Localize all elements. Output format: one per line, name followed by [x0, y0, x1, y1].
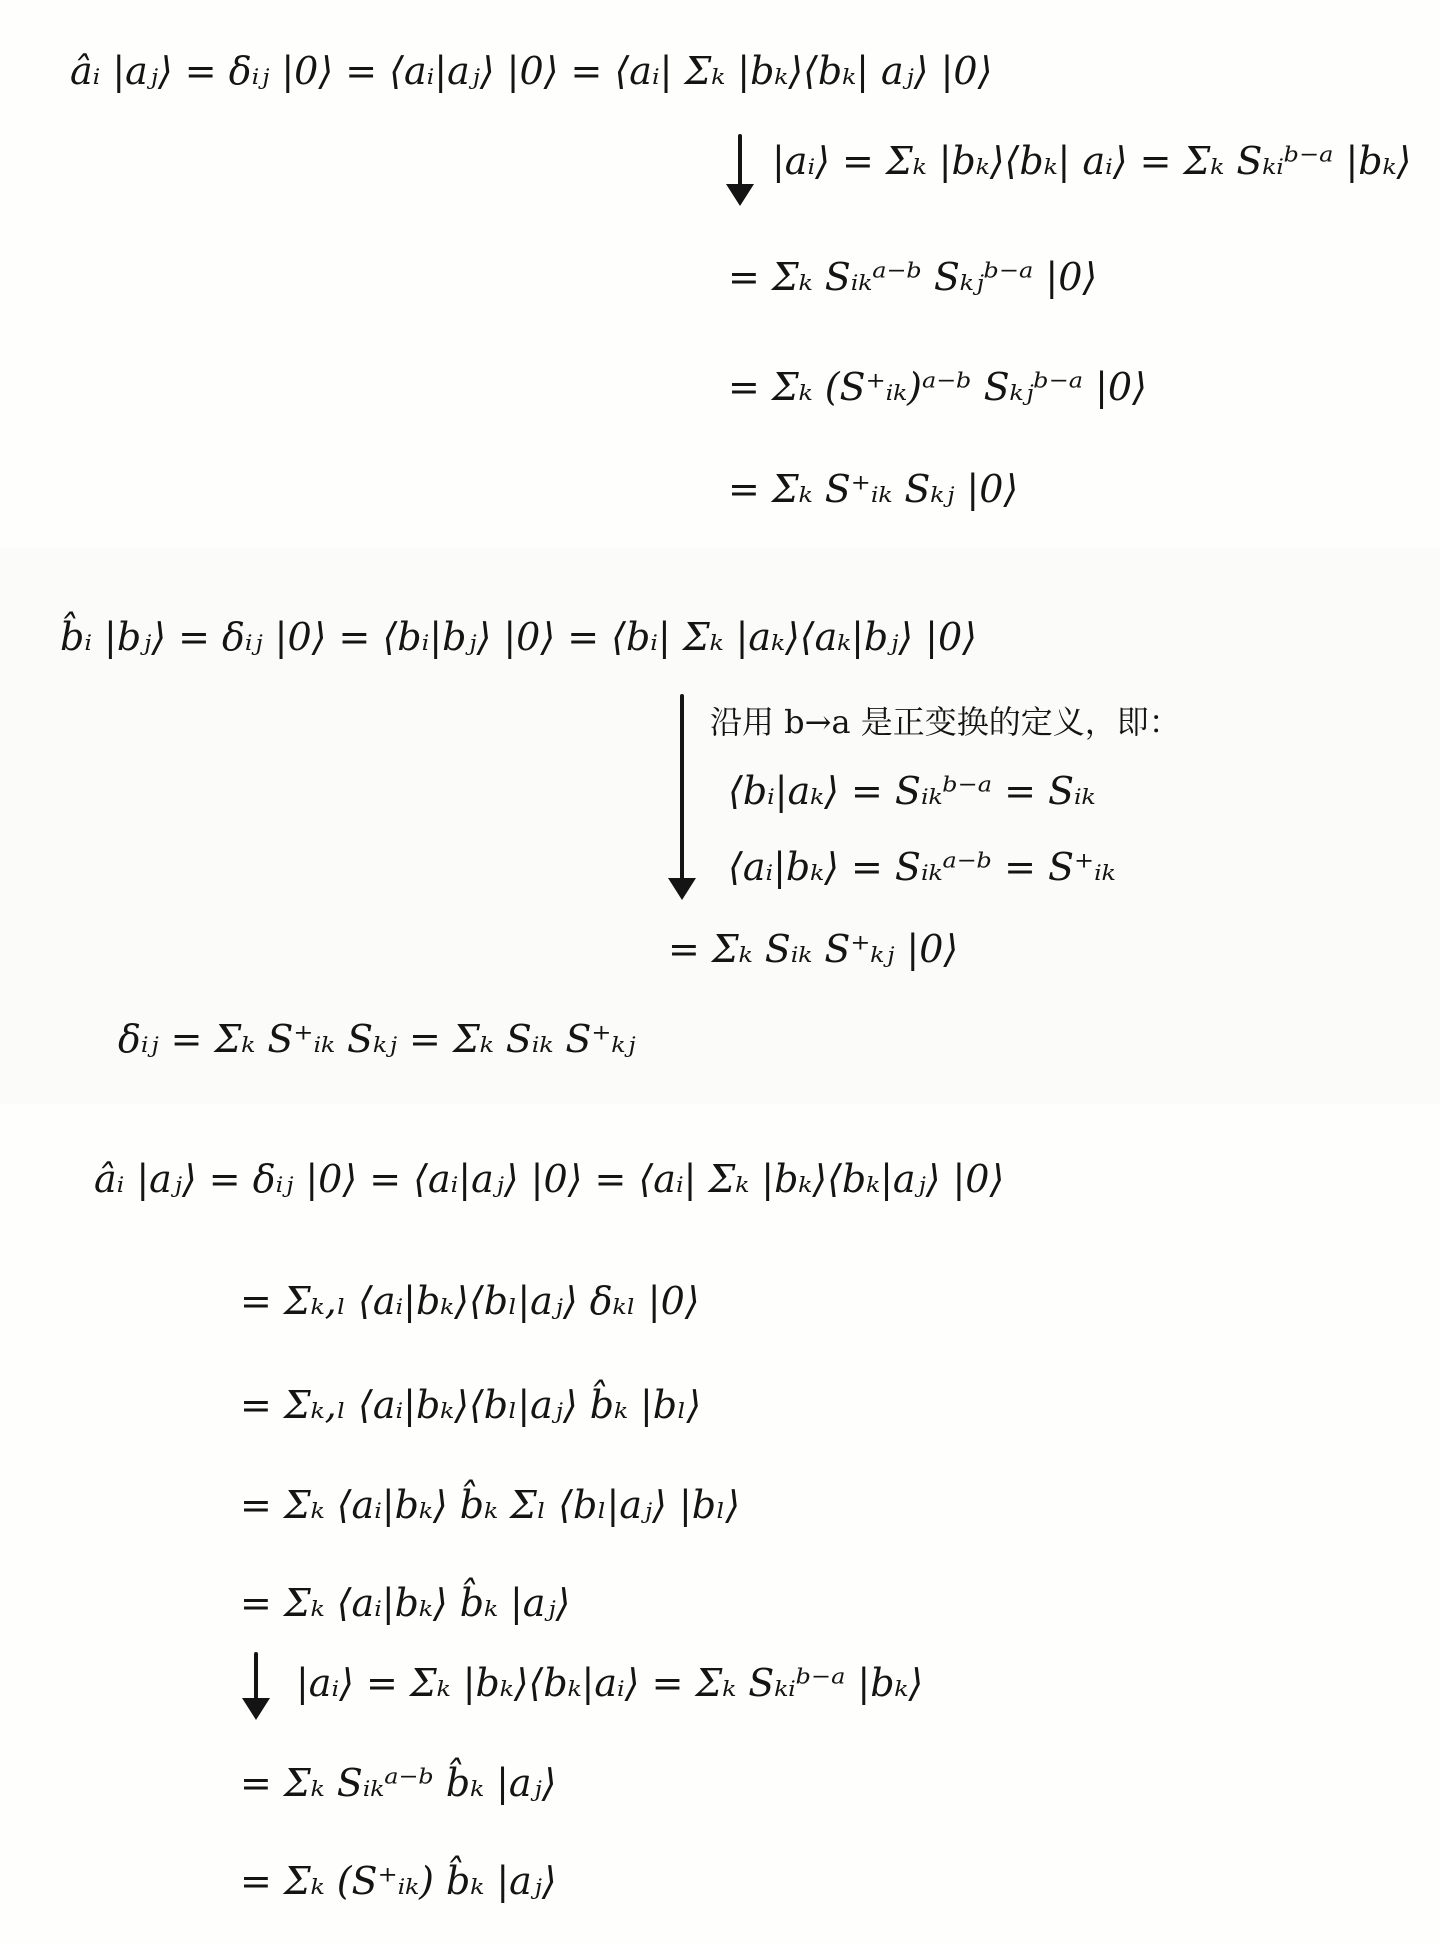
down-arrow-icon	[680, 694, 684, 894]
down-arrow-icon	[738, 134, 742, 200]
b-operator-expansion: b̂ᵢ |bⱼ⟩ = δᵢⱼ |0⟩ = ⟨bᵢ|bⱼ⟩ |0⟩ = ⟨bᵢ| Σₖ |aₖ⟩⟨aₖ|bⱼ⟩ |0⟩	[60, 615, 977, 659]
definition-note: 沿用 b→a 是正变换的定义，即：	[710, 703, 1181, 741]
definition-a-to-b: ⟨aᵢ|bₖ⟩ = Sᵢₖᵃ⁻ᵇ = S⁺ᵢₖ	[728, 845, 1116, 889]
a-basis-expansion: |aᵢ⟩ = Σₖ |bₖ⟩⟨bₖ| aᵢ⟩ = Σₖ Sₖᵢᵇ⁻ᵃ |bₖ⟩	[772, 139, 1412, 183]
step-adjoint-substitution: = Σₖ (S⁺ᵢₖ)ᵃ⁻ᵇ Sₖⱼᵇ⁻ᵃ |0⟩	[728, 365, 1147, 409]
step-regroup-sums: = Σₖ ⟨aᵢ|bₖ⟩ b̂ₖ Σₗ ⟨bₗ|aⱼ⟩ |bₗ⟩	[240, 1483, 741, 1527]
derivation-sheet-operator-transform	[0, 1104, 1440, 1944]
step-result-b-operator: = Σₖ Sᵢₖ S⁺ₖⱼ |0⟩	[668, 927, 959, 971]
step-double-sum-delta: = Σₖ,ₗ ⟨aᵢ|bₖ⟩⟨bₗ|aⱼ⟩ δₖₗ |0⟩	[240, 1279, 700, 1323]
a-basis-expansion-again: |aᵢ⟩ = Σₖ |bₖ⟩⟨bₖ|aᵢ⟩ = Σₖ Sₖᵢᵇ⁻ᵃ |bₖ⟩	[296, 1661, 924, 1705]
a-operator-expansion: âᵢ |aⱼ⟩ = δᵢⱼ |0⟩ = ⟨aᵢ|aⱼ⟩ |0⟩ = ⟨aᵢ| Σₖ |bₖ⟩⟨bₖ| aⱼ⟩ |0⟩	[70, 49, 993, 93]
definition-b-to-a: ⟨bᵢ|aₖ⟩ = Sᵢₖᵇ⁻ᵃ = Sᵢₖ	[728, 769, 1096, 813]
step-b-operator-action: = Σₖ,ₗ ⟨aᵢ|bₖ⟩⟨bₗ|aⱼ⟩ b̂ₖ |bₗ⟩	[240, 1383, 702, 1427]
step-final-result: = Σₖ (S⁺ᵢₖ) b̂ₖ |aⱼ⟩	[240, 1859, 557, 1903]
step-result-a-operator: = Σₖ S⁺ᵢₖ Sₖⱼ |0⟩	[728, 467, 1019, 511]
unitarity-relation: δᵢⱼ = Σₖ S⁺ᵢₖ Sₖⱼ = Σₖ Sᵢₖ S⁺ₖⱼ	[118, 1017, 636, 1061]
down-arrow-icon	[254, 1652, 258, 1714]
derivation-sheet-b-operator	[0, 548, 1440, 1104]
a-operator-expansion-again: âᵢ |aⱼ⟩ = δᵢⱼ |0⟩ = ⟨aᵢ|aⱼ⟩ |0⟩ = ⟨aᵢ| Σₖ |bₖ⟩⟨bₖ|aⱼ⟩ |0⟩	[94, 1157, 1005, 1201]
step-transformation-product: = Σₖ Sᵢₖᵃ⁻ᵇ Sₖⱼᵇ⁻ᵃ |0⟩	[728, 255, 1098, 299]
step-b-operator-on-a: = Σₖ ⟨aᵢ|bₖ⟩ b̂ₖ |aⱼ⟩	[240, 1581, 571, 1625]
derivation-sheet-a-operator	[0, 0, 1440, 548]
step-transformation-coefficient: = Σₖ Sᵢₖᵃ⁻ᵇ b̂ₖ |aⱼ⟩	[240, 1761, 557, 1805]
